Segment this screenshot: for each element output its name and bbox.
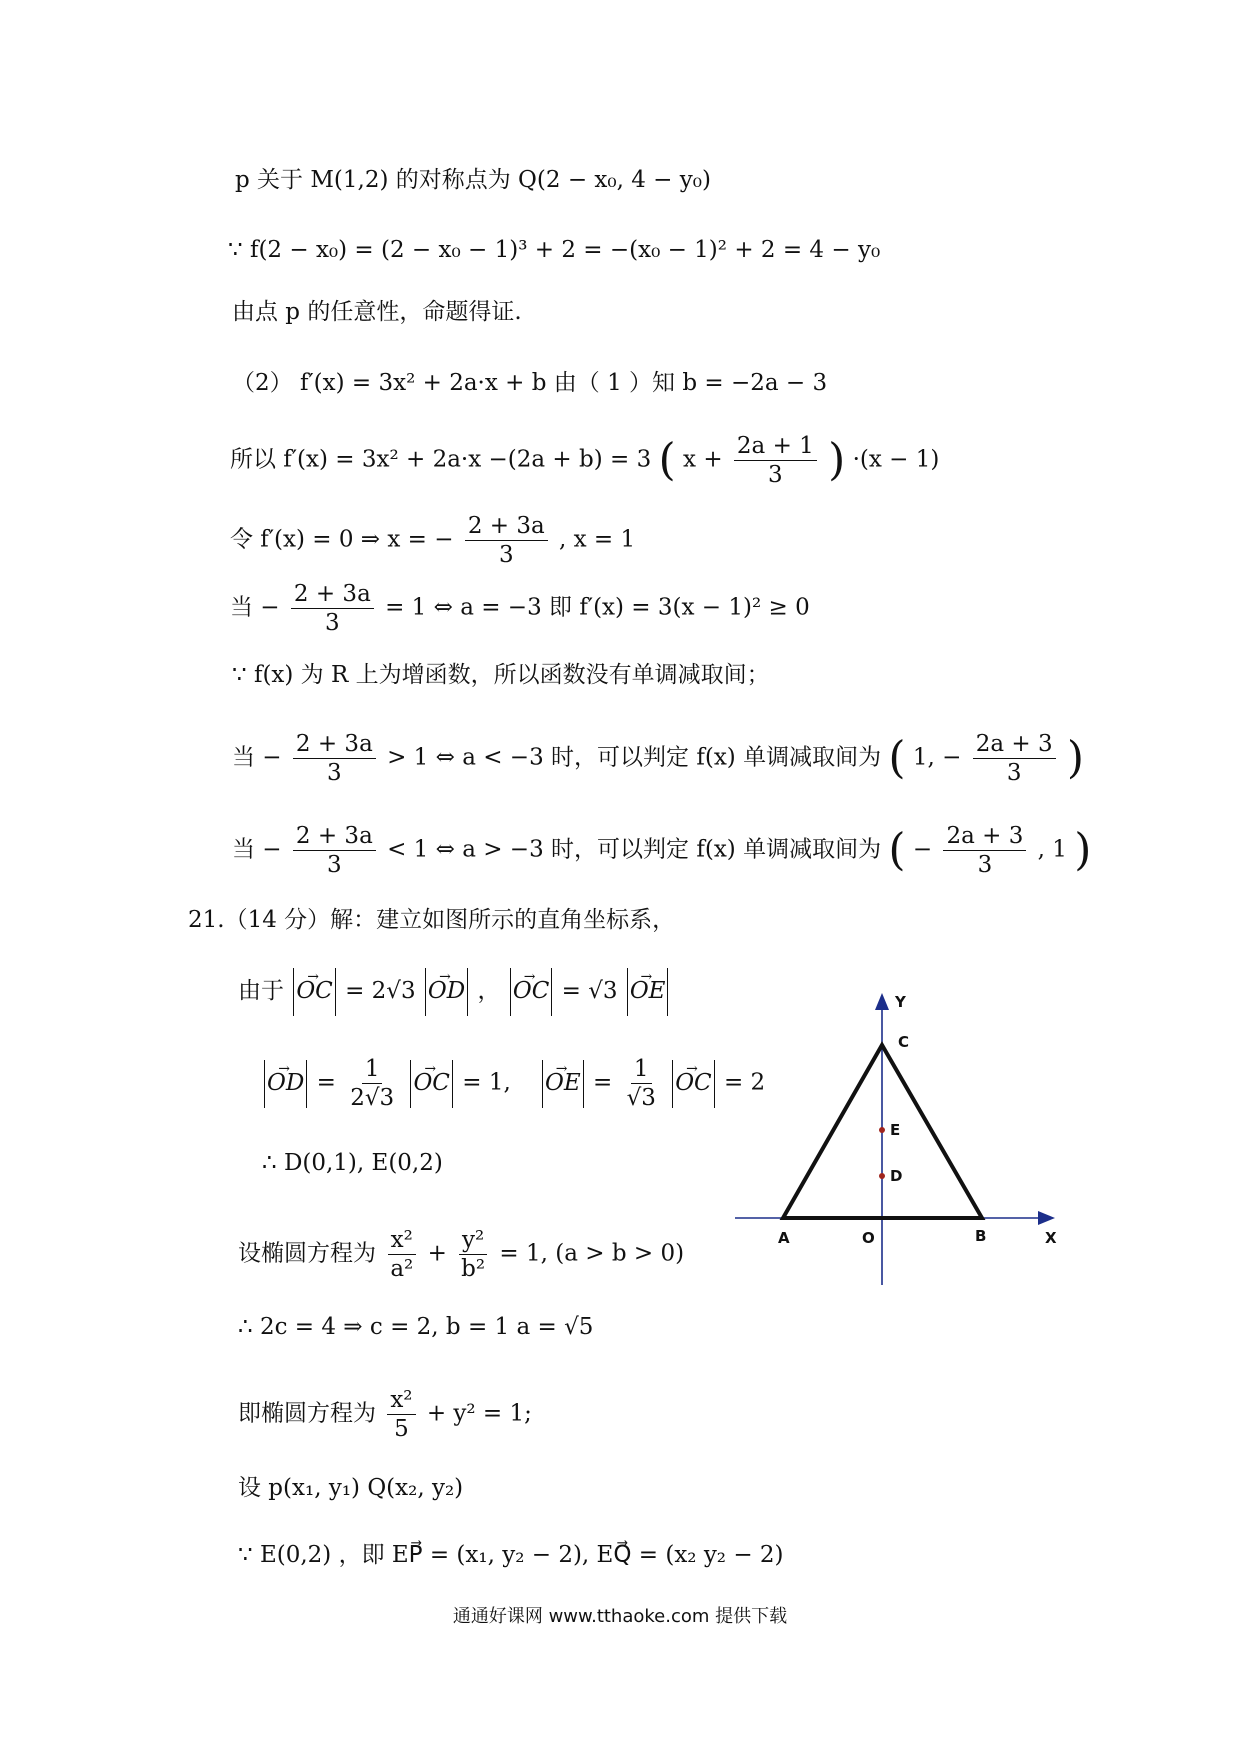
- text: ，: [477, 978, 501, 1004]
- numerator: 1: [631, 1055, 652, 1084]
- text: 由于: [238, 978, 284, 1004]
- label-e: E: [890, 1121, 901, 1139]
- abs-bar: [264, 1060, 265, 1108]
- vector-oc: → OC: [296, 976, 332, 1006]
- numerator: 2a + 3: [973, 730, 1056, 759]
- abs-bar: [452, 1060, 453, 1108]
- abs-bar: [627, 968, 628, 1016]
- label-o: O: [862, 1229, 875, 1247]
- text: + y² = 1;: [426, 1400, 532, 1427]
- fraction: [973, 730, 1056, 787]
- line-arbitrary: 由点 p 的任意性，命题得证.: [232, 299, 522, 325]
- line-f-2-x0: ∵ f(2 − x₀) = (2 − x₀ − 1)³ + 2 = −(x₀ − 1)² + 2 = 4 − y₀: [228, 237, 881, 263]
- fraction: [624, 1055, 659, 1112]
- vector-oc: → OC: [413, 1068, 449, 1098]
- denominator: 3: [977, 852, 993, 878]
- fraction: [347, 1055, 397, 1112]
- text: +: [427, 1240, 447, 1267]
- fraction: [734, 432, 817, 489]
- numerator: 2a + 1: [734, 432, 817, 461]
- right-paren: ): [1074, 824, 1092, 876]
- denominator: 2√3: [350, 1085, 395, 1111]
- line-od-oe-values: [262, 1055, 765, 1112]
- text: 1, −: [912, 744, 962, 771]
- denominator: a²: [390, 1256, 414, 1282]
- text: > 1 ⇔ a < −3 时，可以判定 f(x) 单调减取间为: [387, 744, 882, 771]
- fraction: [291, 580, 374, 637]
- x-axis-arrow: [1038, 1211, 1055, 1225]
- line-ellipse-general: [238, 1226, 684, 1283]
- abs-bar: [335, 968, 336, 1016]
- text: = 1 ⇔ a = −3 即 f′(x) = 3(x − 1)² ≥ 0: [385, 594, 810, 621]
- abs-bar: [542, 1060, 543, 1108]
- abs-bar: [510, 968, 511, 1016]
- label-d: D: [890, 1167, 903, 1185]
- numerator: 2 + 3a: [293, 730, 376, 759]
- text: =: [316, 1069, 336, 1096]
- vector-oe: → OE: [545, 1068, 581, 1098]
- text: = √3: [561, 978, 618, 1004]
- problem-21-heading: 21.（14 分）解：建立如图所示的直角坐标系，: [188, 907, 676, 933]
- fraction: [943, 822, 1026, 879]
- text: −: [912, 836, 933, 863]
- left-paren: (: [888, 824, 906, 876]
- abs-bar: [425, 968, 426, 1016]
- text: , x = 1: [559, 526, 636, 553]
- denominator: 3: [327, 852, 342, 878]
- numerator: 2 + 3a: [293, 822, 376, 851]
- vector-oe: → OE: [630, 976, 666, 1006]
- label-b: B: [975, 1227, 987, 1245]
- denominator: b²: [461, 1256, 486, 1282]
- label-x: X: [1045, 1229, 1057, 1247]
- fraction: [387, 1386, 415, 1443]
- footer-credit: 通通好课网 www.tthaoke.com 提供下载: [452, 1606, 788, 1627]
- vector-od: → OD: [428, 976, 465, 1006]
- text: 当 −: [232, 836, 282, 863]
- numerator: 2a + 3: [943, 822, 1026, 851]
- line-case-less: [232, 822, 1091, 879]
- right-paren: ): [1066, 732, 1085, 784]
- fraction: [387, 1226, 416, 1283]
- denominator: 3: [498, 542, 514, 568]
- numerator: 2 + 3a: [291, 580, 374, 609]
- abs-bar: [551, 968, 552, 1016]
- text: < 1 ⇔ a > −3 时，可以判定 f(x) 单调减取间为: [387, 836, 882, 863]
- label-c: C: [898, 1033, 910, 1051]
- fraction: [293, 730, 376, 787]
- line-case-greater: [232, 730, 1084, 787]
- right-paren: ): [828, 434, 846, 486]
- point-e: [879, 1127, 885, 1133]
- line-vector-magnitudes: [238, 968, 670, 1016]
- line-d-e-coordinates: ∴ D(0,1), E(0,2): [262, 1150, 443, 1176]
- line-increasing: ∵ f(x) 为 R 上为增函数，所以函数没有单调减取间；: [232, 662, 770, 688]
- point-d: [879, 1173, 885, 1179]
- fraction: [458, 1226, 488, 1283]
- abs-bar: [410, 1060, 411, 1108]
- text: 当 −: [230, 594, 280, 621]
- line-factored-derivative: [230, 432, 939, 489]
- abs-bar: [667, 968, 668, 1016]
- numerator: 2 + 3a: [465, 512, 548, 541]
- vector-od: → OD: [267, 1068, 304, 1098]
- text: , 1: [1037, 836, 1067, 863]
- label-y: Y: [895, 993, 906, 1011]
- left-paren: (: [658, 434, 676, 486]
- numerator: x²: [388, 1226, 416, 1255]
- text: 所以 f′(x) = 3x² + 2a·x −(2a + b) = 3: [230, 446, 652, 473]
- line-case-equal: [230, 580, 810, 637]
- coordinate-diagram: [720, 985, 1080, 1285]
- line-solve-c: ∴ 2c = 4 ⇒ c = 2, b = 1 a = √5: [238, 1314, 594, 1340]
- denominator: 3: [1006, 760, 1022, 786]
- label-a: A: [778, 1229, 790, 1247]
- abs-bar: [467, 968, 468, 1016]
- abs-bar: [306, 1060, 307, 1108]
- line-ellipse-result: [238, 1386, 532, 1443]
- y-axis-arrow: [875, 993, 889, 1010]
- text: 设椭圆方程为: [238, 1240, 376, 1267]
- vector-oc: → OC: [513, 976, 549, 1006]
- line-let-p-q: 设 p(x₁, y₁) Q(x₂, y₂): [238, 1475, 464, 1501]
- denominator: 3: [327, 760, 342, 786]
- line-symmetric-point: p 关于 M(1,2) 的对称点为 Q(2 − x₀, 4 − y₀): [235, 167, 711, 193]
- numerator: x²: [387, 1386, 415, 1415]
- line-part2-derivative: （2） f′(x) = 3x² + 2a·x + b 由（ 1 ）知 b = −2a − 3: [232, 370, 828, 396]
- left-paren: (: [888, 732, 906, 784]
- denominator: √3: [626, 1085, 656, 1111]
- abs-bar: [714, 1060, 715, 1108]
- text: = 2: [723, 1069, 766, 1096]
- fraction: [465, 512, 548, 569]
- denominator: 5: [394, 1416, 409, 1442]
- fraction: [293, 822, 376, 879]
- line-vectors-ep-eq: ∵ E(0,2) ，即 EP⃗ = (x₁, y₂ − 2), EQ⃗ = (x₂ y₂ − 2): [238, 1542, 784, 1568]
- line-zero-derivative: [230, 512, 635, 569]
- text: = 1, (a > b > 0): [499, 1240, 685, 1267]
- abs-bar: [672, 1060, 673, 1108]
- abs-bar: [293, 968, 294, 1016]
- text: x +: [683, 446, 723, 473]
- text: 即椭圆方程为: [238, 1400, 376, 1427]
- vector-oc: → OC: [675, 1068, 711, 1098]
- denominator: 3: [768, 462, 783, 488]
- denominator: 3: [325, 610, 340, 636]
- text: ·(x − 1): [852, 446, 940, 473]
- numerator: y²: [459, 1226, 487, 1255]
- text: 令 f′(x) = 0 ⇒ x = −: [230, 526, 454, 553]
- text: 当 −: [232, 744, 282, 771]
- text: = 1,: [462, 1069, 511, 1096]
- text: =: [592, 1069, 613, 1096]
- text: = 2√3: [345, 978, 416, 1004]
- numerator: 1: [362, 1055, 383, 1084]
- abs-bar: [583, 1060, 584, 1108]
